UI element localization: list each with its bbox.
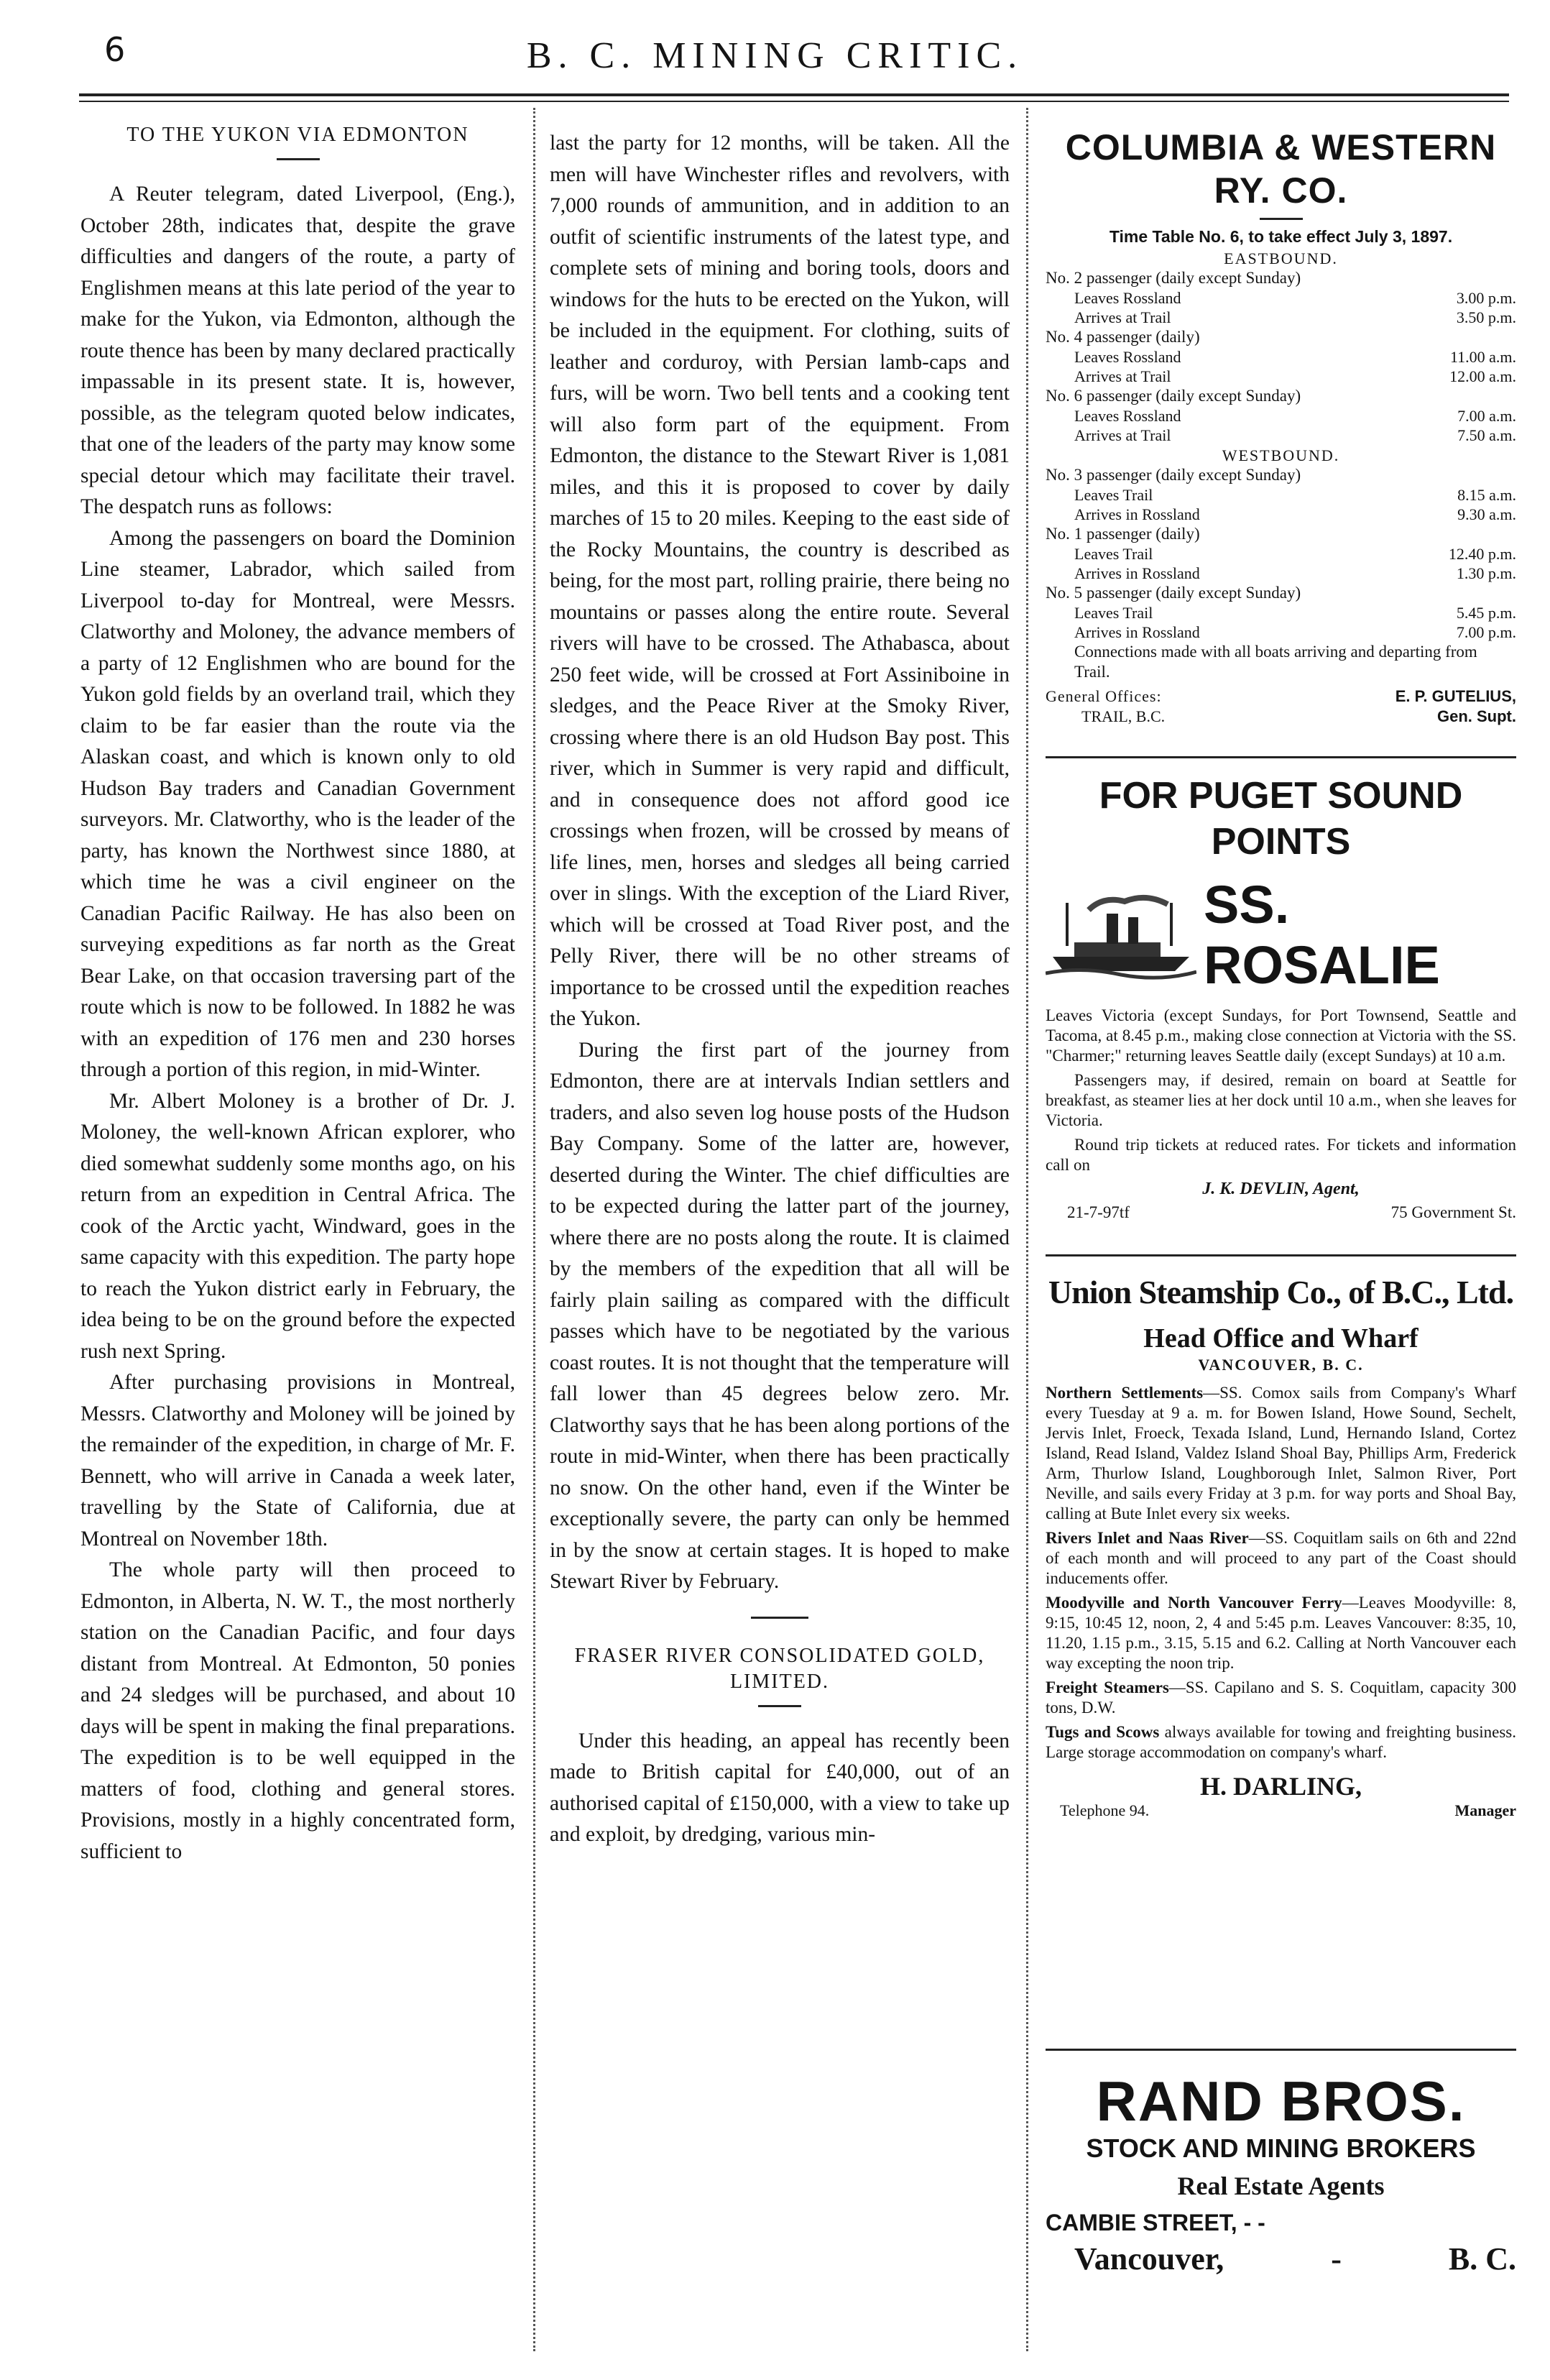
timetable-row [1046, 603, 1516, 622]
railway-footer [1046, 686, 1516, 727]
station: Arrives in Rossland [1074, 564, 1200, 582]
title-rule [277, 158, 320, 160]
time: 9.30 a.m. [1457, 505, 1516, 523]
timetable-row [1046, 485, 1516, 505]
timetable-row [1046, 367, 1516, 386]
offices [1046, 686, 1165, 727]
station: Arrives at Trail [1074, 426, 1171, 444]
section-text: —Leaves Moodyville: 8, 9:15, 10:45 12, noon, 2, 4 and 5:45 p.m. Leaves Vancouver: 8:35, 10, 11.20, 1.15 p.m., 3.15, 5.15 and 6.2. Calling at North Vancouver each way excepting the noon trip. [1046, 1594, 1516, 1672]
rand-subtitle: STOCK AND MINING BROKERS [1086, 2133, 1476, 2163]
masthead: B. C. MINING CRITIC. [526, 35, 1024, 76]
article-paragraph: A Reuter telegram, dated Liverpool, (Eng.), October 28th, indicates that, despite the grave difficulties and dangers of the route, a party of Englishmen means at this late period of the year to make for the Yukon, via Edmonton, although the route thence has been by many declared practically impassable in its present state. It is, however, possible, as the telegram quoted below indicates, that one of the leaders of the party may know some special detour which may facilitate their travel. The despatch runs as follows: [80, 183, 515, 518]
timetable-row [1046, 544, 1516, 564]
union-section [1046, 1593, 1516, 1673]
agent-address: 75 Government St. [1390, 1203, 1516, 1221]
train-name: No. 4 passenger (daily) [1046, 328, 1200, 346]
article-paragraph: After purchasing provisions in Montreal, Messrs. Clatworthy and Moloney will be joined by the remainder of the expedition, in charge of Mr. F. Bennett, who will arrive in Canada a week later, travelling by the State of California, due at Montreal on November 18th. [80, 1371, 515, 1550]
article-paragraph: The whole party will then proceed to Edmonton, in Alberta, N. W. T., the most northerly station on the Canadian Pacific, and four days distant from Montreal. At Edmonton, 50 ponies and 24 sledges will be purchased, and about 10 days will be spent in making the final preparations. The expedition is to be well equipped in the matters of food, clothing and general stores. Provisions, mostly in a highly concentrated form, sufficient to [80, 1558, 515, 1863]
train-name: No. 1 passenger (daily) [1046, 525, 1200, 543]
station: Leaves Rossland [1074, 407, 1181, 425]
railway-title: COLUMBIA & WESTERN RY. CO. [1065, 127, 1497, 211]
train-name: No. 3 passenger (daily except Sunday) [1046, 466, 1301, 484]
article-paragraph: During the first part of the journey from Edmonton, there are at intervals Indian settlers and traders, and also seven log house posts of the Hudson Bay Company. Some of the latter are, however, deserted during the Winter. The chief difficulties are to be expected during the latter part of the journey, where there are no posts along the route. It is claimed by the members of the expedition that all will be fairly plain sailing as compared with the difficult passes which have to be negotiated by the various coast routes. It is not thought that the temperature will fall lower than 45 degrees below zero. Mr. Clatworthy says that he has been along portions of the route in mid-Winter, when there has been practically no snow. On the other hand, even if the Winter be exceptionally severe, the party can only be hemmed in by the snow at certain stages. It is hoped to make Stewart River by February. [550, 1038, 1010, 1593]
steamship-icon [1046, 888, 1196, 982]
ad-reference: 21-7-97tf [1067, 1203, 1130, 1221]
timetable-row [1046, 622, 1516, 642]
union-city: VANCOUVER, B. C. [1198, 1356, 1364, 1374]
ad-rand-bros [1046, 2070, 1516, 2277]
time: 8.15 a.m. [1457, 486, 1516, 504]
timetable-row [1046, 426, 1516, 445]
train-name: No. 6 passenger (daily except Sunday) [1046, 387, 1301, 405]
section-lead: Rivers Inlet and Naas River [1046, 1529, 1249, 1547]
puget-body-3: Round trip tickets at reduced rates. For tickets and information call on [1046, 1136, 1516, 1174]
eastbound-label: EASTBOUND. [1224, 249, 1338, 267]
puget-body-2: Passengers may, if desired, remain on board at Seattle for breakfast, as steamer lies at her dock until 10 a.m., when she leaves for Victoria. [1046, 1071, 1516, 1129]
title-rule [1260, 218, 1303, 220]
section-text: —SS. Coquitlam sails on 6th and 22nd of each month and will proceed to any part of the Coast should inducements offer. [1046, 1529, 1516, 1587]
superintendent [1396, 686, 1516, 727]
connection-note: Connections made with all boats arriving and departing from Trail. [1074, 643, 1477, 681]
puget-agent: J. K. DEVLIN, Agent, [1202, 1180, 1360, 1198]
time: 5.45 p.m. [1456, 604, 1516, 622]
rand-province: B. C. [1448, 2241, 1516, 2276]
station: Arrives at Trail [1074, 308, 1171, 326]
section-lead: Moodyville and North Vancouver Ferry [1046, 1594, 1342, 1612]
station: Arrives at Trail [1074, 367, 1171, 385]
title-rule [758, 1705, 801, 1707]
section-text: —SS. Comox sails from Company's Wharf every Tuesday at 9 a. m. for Bowen Island, Howe Sound, Sechelt, Jervis Inlet, Froeck, Texada Island, Lund, Hernando Island, Cortez Island, Read Island, Valdez Island Shoal Bay, Phillips Arm, Frederick Arm, Thurlow Island, Loughborough Inlet, Salmon River, Port Neville, and sails every Friday at 3 p.m. for way ports and Shoal Bay, calling at Bute Inlet every six weeks. [1046, 1384, 1516, 1522]
train-no3 [1046, 465, 1516, 524]
rand-line3: Real Estate Agents [1177, 2172, 1385, 2200]
train-no1 [1046, 524, 1516, 583]
section-text: always available for towing and freighting business. Large storage accommodation on company's wharf. [1046, 1723, 1516, 1761]
dash: - [1331, 2241, 1342, 2276]
time: 7.00 p.m. [1456, 623, 1516, 641]
rand-street: CAMBIE STREET, - - [1046, 2210, 1265, 2236]
article-separator [751, 1617, 808, 1619]
time: 3.00 p.m. [1456, 289, 1516, 307]
timetable-row [1046, 288, 1516, 308]
rand-city: Vancouver, [1074, 2241, 1224, 2276]
superintendent-name: E. P. GUTELIUS, [1395, 687, 1516, 705]
timetable-row [1046, 406, 1516, 426]
section-lead: Northern Settlements [1046, 1384, 1204, 1402]
article-title: FRASER RIVER CONSOLIDATED GOLD, LIMITED. [574, 1644, 985, 1693]
timetable-row [1046, 347, 1516, 367]
union-section [1046, 1383, 1516, 1524]
train-no6 [1046, 386, 1516, 445]
time: 12.40 p.m. [1448, 545, 1516, 563]
page-number: 6 [104, 30, 126, 69]
union-manager: H. DARLING, [1199, 1772, 1362, 1801]
column-divider-2 [1026, 108, 1028, 2351]
time: 7.00 a.m. [1457, 407, 1516, 425]
article-title: TO THE YUKON VIA EDMONTON [126, 124, 469, 146]
ship-row [1046, 875, 1516, 996]
union-section [1046, 1528, 1516, 1589]
superintendent-title: Gen. Supt. [1437, 707, 1516, 725]
union-footer [1046, 1801, 1516, 1820]
railway-subtitle: Time Table No. 6, to take effect July 3, 1897. [1109, 227, 1453, 246]
telephone: Telephone 94. [1060, 1801, 1150, 1819]
header-rule-thin [79, 101, 1509, 102]
time: 1.30 p.m. [1456, 564, 1516, 582]
manager-title: Manager [1454, 1801, 1516, 1819]
timetable-row [1046, 308, 1516, 327]
time: 11.00 a.m. [1449, 348, 1516, 366]
puget-title: FOR PUGET SOUND POINTS [1099, 775, 1463, 863]
westbound-label: WESTBOUND. [1222, 446, 1340, 464]
ad-separator [1046, 1254, 1516, 1256]
time: 3.50 p.m. [1456, 308, 1516, 326]
article-paragraph: Among the passengers on board the Dominion Line steamer, Labrador, which sailed from Liverpool to-day for Montreal, were Messrs. Clatworthy and Moloney, the advance members of a party of 12 Englishmen who are bound for the Yukon gold fields by an overland trail, which they claim to be far easier than the route via the Alaskan coast, and which is known only to old Hudson Bay traders and Canadian Government surveyors. Mr. Clatworthy, who is the leader of the party, has known the Northwest since 1880, at which time he was a civil engineer on the Canadian Pacific Railway. He has also been on surveying expeditions as far north as the Great Bear Lake, on that occasion traversing part of the route which is now to be followed. In 1882 he was with an expedition of 176 men and 230 horses through a portion of this region, in mid-Winter. [80, 526, 515, 1081]
section-text: —SS. Capilano and S. S. Coquitlam, capacity 300 tons, D.W. [1046, 1678, 1517, 1717]
timetable-row [1046, 564, 1516, 583]
timetable-row [1046, 505, 1516, 524]
column-2 [550, 128, 1010, 1851]
section-lead: Tugs and Scows [1046, 1723, 1160, 1741]
ad-separator [1046, 756, 1516, 758]
time: 7.50 a.m. [1457, 426, 1516, 444]
time: 12.00 a.m. [1449, 367, 1516, 385]
station: Leaves Trail [1074, 604, 1153, 622]
offices-label: General Offices: [1046, 687, 1162, 705]
ad-union-steamship [1046, 1272, 1516, 1820]
train-name: No. 5 passenger (daily except Sunday) [1046, 584, 1301, 602]
train-name: No. 2 passenger (daily except Sunday) [1046, 269, 1301, 287]
ad-railway [1046, 126, 1516, 727]
ship-name: SS. ROSALIE [1204, 875, 1440, 995]
column-divider-1 [533, 108, 535, 2351]
train-no5 [1046, 583, 1516, 642]
offices-place: TRAIL, B.C. [1081, 707, 1166, 725]
union-section [1046, 1678, 1516, 1718]
article-paragraph: Under this heading, an appeal has recently been made to British capital for £40,000, out of an authorised capital of £150,000, with a view to take up and exploit, by dredging, various min- [550, 1729, 1010, 1846]
union-subtitle: Head Office and Wharf [1143, 1323, 1418, 1354]
section-lead: Freight Steamers [1046, 1678, 1169, 1696]
station: Leaves Rossland [1074, 289, 1181, 307]
station: Leaves Rossland [1074, 348, 1181, 366]
ad-puget-sound [1046, 773, 1516, 1222]
union-title: Union Steamship Co., of B.C., Ltd. [1048, 1274, 1514, 1310]
train-no4 [1046, 327, 1516, 386]
ad-separator [1046, 2049, 1516, 2051]
station: Leaves Trail [1074, 486, 1153, 504]
column-1 [80, 122, 515, 1867]
rand-city-row [1046, 2241, 1516, 2277]
rand-title: RAND BROS. [1096, 2069, 1466, 2133]
puget-footer [1046, 1203, 1516, 1222]
puget-body-1: Leaves Victoria (except Sundays, for Port Townsend, Seattle and Tacoma, at 8.45 p.m., making close connection at Victoria with the SS. "Charmer;" returning leaves Seattle daily (except Sundays) at 10 a.m. [1046, 1006, 1516, 1065]
train-no2 [1046, 268, 1516, 327]
union-section [1046, 1722, 1516, 1763]
article-paragraph: last the party for 12 months, will be taken. All the men will have Winchester rifles and revolvers, with 7,000 rounds of ammunition, and in addition to an outfit of scientific instruments of the latest type, and complete sets of mining and boring tools, doors and windows for the huts to be erected on the Yukon, will be included in the equipment. For clothing, suits of leather and corduroy, with Persian lamb-caps and furs, will be worn. Two bell tents and a cooking tent will also form part of the equipment. From Edmonton, the distance to the Stewart River is 1,081 miles, and this it is proposed to cover by daily marches of 15 to 20 miles. Keeping to the east side of the Rocky Mountains, the country is described as being, for the most part, rolling prairie, there being no mountains or passes along the entire route. Several rivers will have to be crossed. The Athabasca, about 250 feet wide, will be crossed at Fort Assiniboine in sledges, and the Peace River at the Smoky River, crossing where there is an old Hudson Bay post. This river, which in Summer is very rapid and difficult, and in consequence does not afford good ice crossings when frozen, will be crossed by means of life lines, men, horses and sledges all being carried over in slings. With the exception of the Liard River, which will be crossed at Toad River post, and the Pelly River, there will be no other streams of importance to be crossed until the expedition reaches the Yukon. [550, 132, 1010, 1030]
station: Arrives in Rossland [1074, 505, 1200, 523]
header-rule [79, 93, 1509, 96]
station: Leaves Trail [1074, 545, 1153, 563]
article-paragraph: Mr. Albert Moloney is a brother of Dr. J. Moloney, the well-known African explorer, who died somewhat suddenly some months ago, on his return from an expedition in Central Africa. The cook of the Arctic yacht, Windward, goes in the same capacity with this expedition. The party hope to reach the Yukon district early in February, the idea being to be on the ground before the expected rush next Spring. [80, 1089, 515, 1363]
station: Arrives in Rossland [1074, 623, 1200, 641]
